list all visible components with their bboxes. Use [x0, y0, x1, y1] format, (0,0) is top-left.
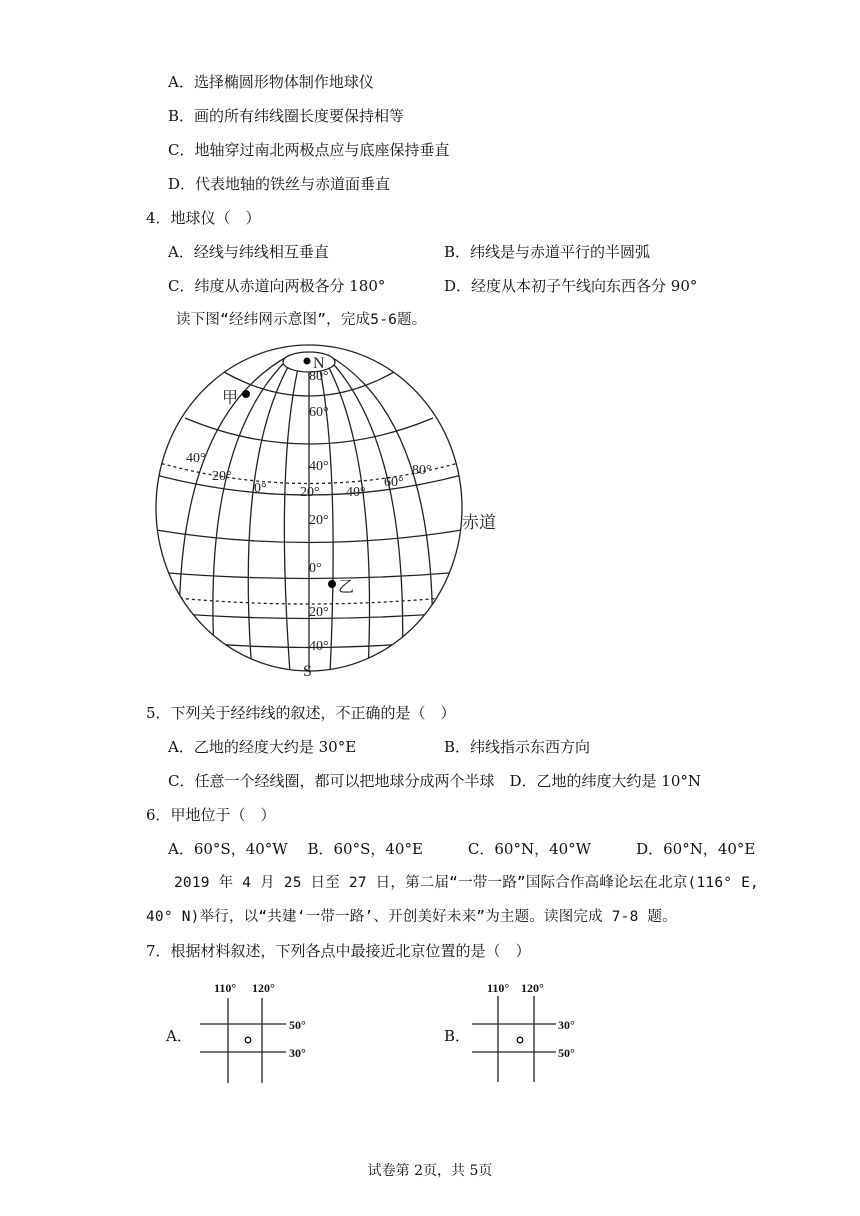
q5-stem: 5．下列关于经纬线的叙述，不正确的是（ ）: [146, 704, 456, 722]
page-footer: 试卷第 2页，共 5页: [367, 1163, 493, 1179]
q6-stem: 6．甲地位于（ ）: [146, 806, 276, 824]
q4-option-d: D．经度从本初子午线向东西各分 90°: [444, 277, 698, 295]
q4-stem: 4．地球仪（ ）: [146, 209, 261, 227]
q6-options: A．60°S，40°W B．60°S，40°E C．60°N，40°W D．60°N，40°E: [168, 840, 756, 858]
lon-label-0: 0°: [254, 481, 267, 496]
option-b-lat-bottom: 50°: [558, 1046, 575, 1060]
lat-label-0: 0°: [309, 561, 322, 576]
lat-label-20s: 20°: [309, 605, 329, 620]
q5-option-cd: C．任意一个经线圈，都可以把地球分成两个半球 D．乙地的纬度大约是 10°N: [168, 772, 701, 790]
q3-option-c: C．地轴穿过南北两极点应与底座保持垂直: [168, 141, 450, 159]
material-line-2: 40° N)举行，以“共建‘一带一路’、开创美好未来”为主题。读图完成 7-8 题。: [146, 909, 677, 925]
q4-option-c: C．纬度从赤道向两极各分 180°: [168, 277, 386, 295]
lat-label-80n: 80°: [309, 369, 329, 384]
q4-option-a: A．经线与纬线相互垂直: [168, 243, 329, 261]
lon-label-40e: 40°: [346, 485, 366, 500]
q4-option-b: B．纬线是与赤道平行的半圆弧: [444, 243, 651, 261]
lat-label-20n: 20°: [309, 513, 329, 528]
intro-5-6: 读下图“经纬网示意图”，完成5-6题。: [176, 312, 427, 328]
q5-option-a: A．乙地的经度大约是 30°E: [168, 738, 357, 756]
lon-label-40w: 40°: [186, 451, 206, 466]
option-b-lat-top: 30°: [558, 1018, 575, 1032]
option-b-lon2: 120°: [521, 981, 544, 995]
lat-label-40n: 40°: [309, 459, 329, 474]
option-a-lat-top: 50°: [289, 1018, 306, 1032]
q5-option-b: B．纬线指示东西方向: [444, 738, 591, 756]
q3-option-d: D．代表地轴的铁丝与赤道面垂直: [168, 175, 391, 193]
q3-option-a: A．选择椭圆形物体制作地球仪: [168, 73, 374, 91]
lat-label-40s: 40°: [309, 639, 329, 654]
option-b-point: [517, 1037, 523, 1043]
lat-label-60n: 60°: [309, 405, 329, 420]
lon-label-20w: 20°: [212, 469, 232, 484]
lon-label-60e: 60°: [384, 475, 404, 490]
south-label: S: [303, 663, 312, 680]
lon-label-80e: 80°: [412, 463, 432, 478]
north-label: N: [313, 355, 325, 372]
option-a-lat-bottom: 30°: [289, 1046, 306, 1060]
option-b-lon1: 110°: [487, 981, 510, 995]
lon-label-20e: 20°: [300, 485, 320, 500]
q7-stem: 7．根据材料叙述，下列各点中最接近北京位置的是（ ）: [146, 942, 531, 960]
q3-option-b: B．画的所有纬线圈长度要保持相等: [168, 107, 405, 125]
option-a-lon1: 110°: [214, 981, 237, 995]
q7-option-b-label: B．: [444, 1027, 471, 1045]
yi-label: 乙: [338, 579, 355, 596]
q7-option-a-label: A．: [166, 1027, 192, 1045]
material-line-1: 2019 年 4 月 25 日至 27 日，第二届“一带一路”国际合作高峰论坛在北京(116° E,: [174, 875, 759, 891]
equator-label: 赤道: [462, 513, 496, 532]
option-a-lon2: 120°: [252, 981, 275, 995]
jia-label: 甲: [222, 390, 239, 407]
